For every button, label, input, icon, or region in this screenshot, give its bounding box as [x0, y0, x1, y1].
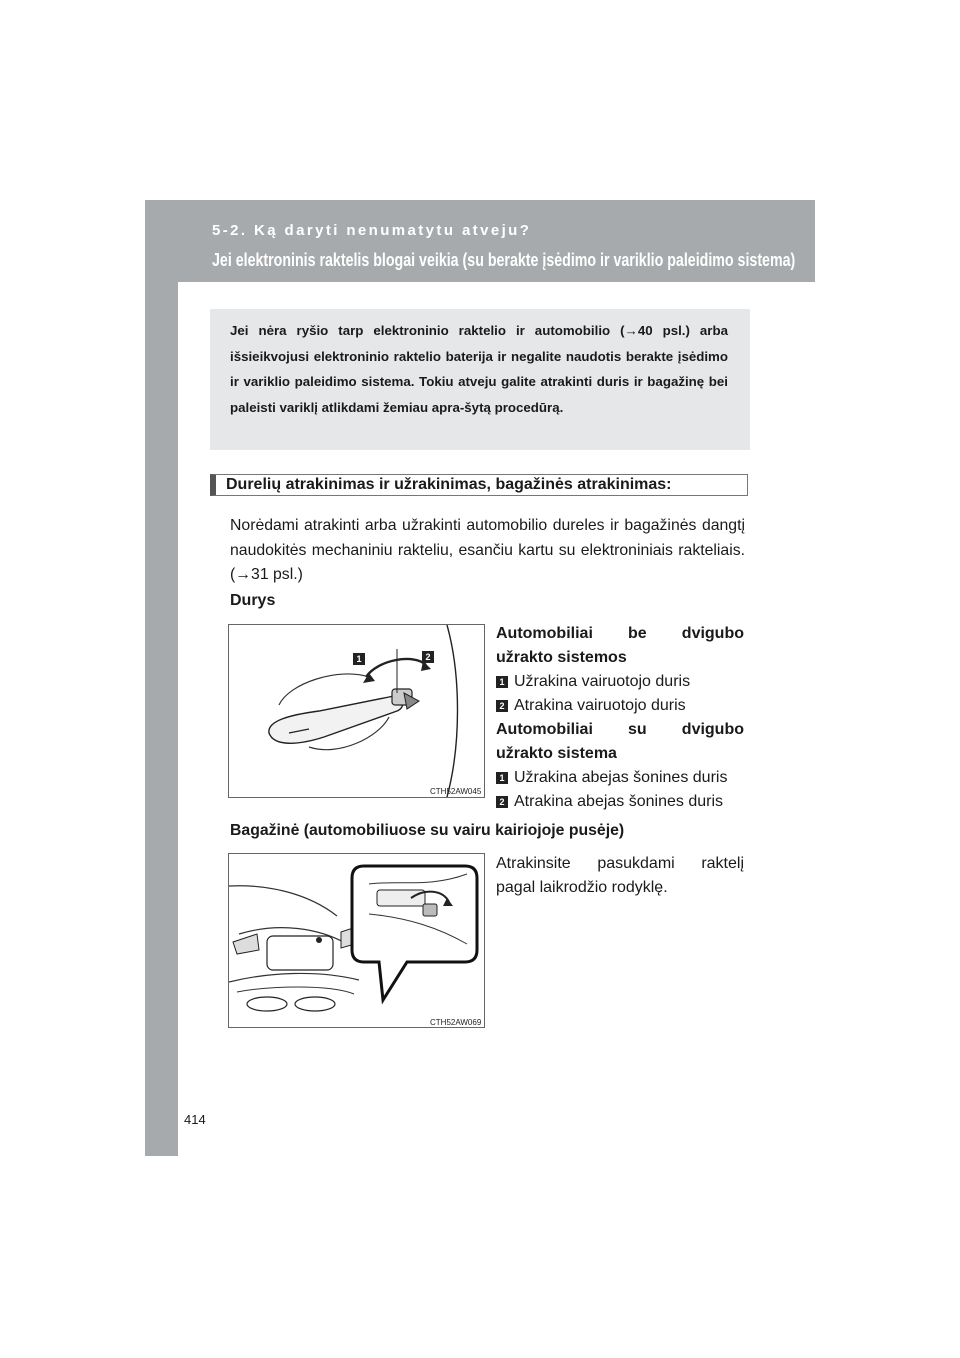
section-label: 5-2. Ką daryti nenumatytu atveju? [212, 222, 532, 239]
step-text: Užrakina vairuotojo duris [514, 673, 691, 690]
step-number: 2 [496, 796, 508, 808]
group1-heading-line2: užrakto sistemos [496, 649, 627, 666]
group2-step-1 [496, 766, 744, 790]
trunk-drawing [229, 854, 484, 1027]
step-number: 1 [496, 676, 508, 688]
group2-heading-line1: Automobiliai su dvigubo [496, 721, 744, 738]
group1-step-1 [496, 670, 744, 694]
step-number: 2 [496, 700, 508, 712]
doors-label: Durys [230, 592, 276, 609]
body-paragraph: Norėdami atrakinti arba užrakinti automobilio dureles ir bagažinės dangtį naudokitės mechaniniu rakteliu, esančiu kartu su elektroniniais rakteliais. (→31 psl.) [230, 517, 745, 583]
door-handle-drawing [229, 625, 484, 797]
group2-step-2 [496, 790, 744, 814]
group2-heading-line2: užrakto sistema [496, 745, 617, 762]
trunk-instructions [496, 852, 744, 900]
step-number: 1 [496, 772, 508, 784]
trunk-illustration [228, 853, 485, 1028]
trunk-text-line2: pagal laikrodžio rodyklę. [496, 879, 668, 896]
trunk-text-line1: Atrakinsite pasukdami raktelį [496, 855, 744, 872]
intro-text: Jei nėra ryšio tarp elektroninio raktelio ir automobilio (→40 psl.) arba išsieikvojusi elektroninio raktelio baterija ir negalite naudotis berakte įsėdimo ir variklio paleidimo sistema. Tokiu atveju galite atrakinti duris ir bagažinę bei paleisti variklį atlikdami žemiau apra-šytą procedūrą. [230, 323, 728, 415]
callout-1: 1 [353, 653, 365, 665]
callout-2: 2 [422, 651, 434, 663]
group1-heading-line1: Automobiliai be dvigubo [496, 625, 744, 642]
group1-step-2 [496, 694, 744, 718]
step-text: Atrakina vairuotojo duris [514, 697, 686, 714]
trunk-label: Bagažinė (automobiliuose su vairu kairiojoje pusėje) [230, 822, 625, 839]
side-margin-bar [145, 282, 178, 1156]
page-number: 414 [184, 1112, 206, 1127]
doors-instructions [496, 622, 744, 814]
page-title: Jei elektroninis raktelis blogai veikia (su berakte įsėdimo ir variklio paleidimo sistema) [212, 250, 796, 270]
step-text: Užrakina abejas šonines duris [514, 769, 728, 786]
step-text: Atrakina abejas šonines duris [514, 793, 724, 810]
section-heading-text: Durelių atrakinimas ir užrakinimas, bagažinės atrakinimas: [226, 476, 672, 493]
image-code-trunk: CTH52AW069 [430, 1018, 482, 1027]
door-handle-illustration [228, 624, 485, 798]
section-heading [210, 474, 748, 496]
image-code-doors: CTH52AW045 [430, 787, 482, 796]
